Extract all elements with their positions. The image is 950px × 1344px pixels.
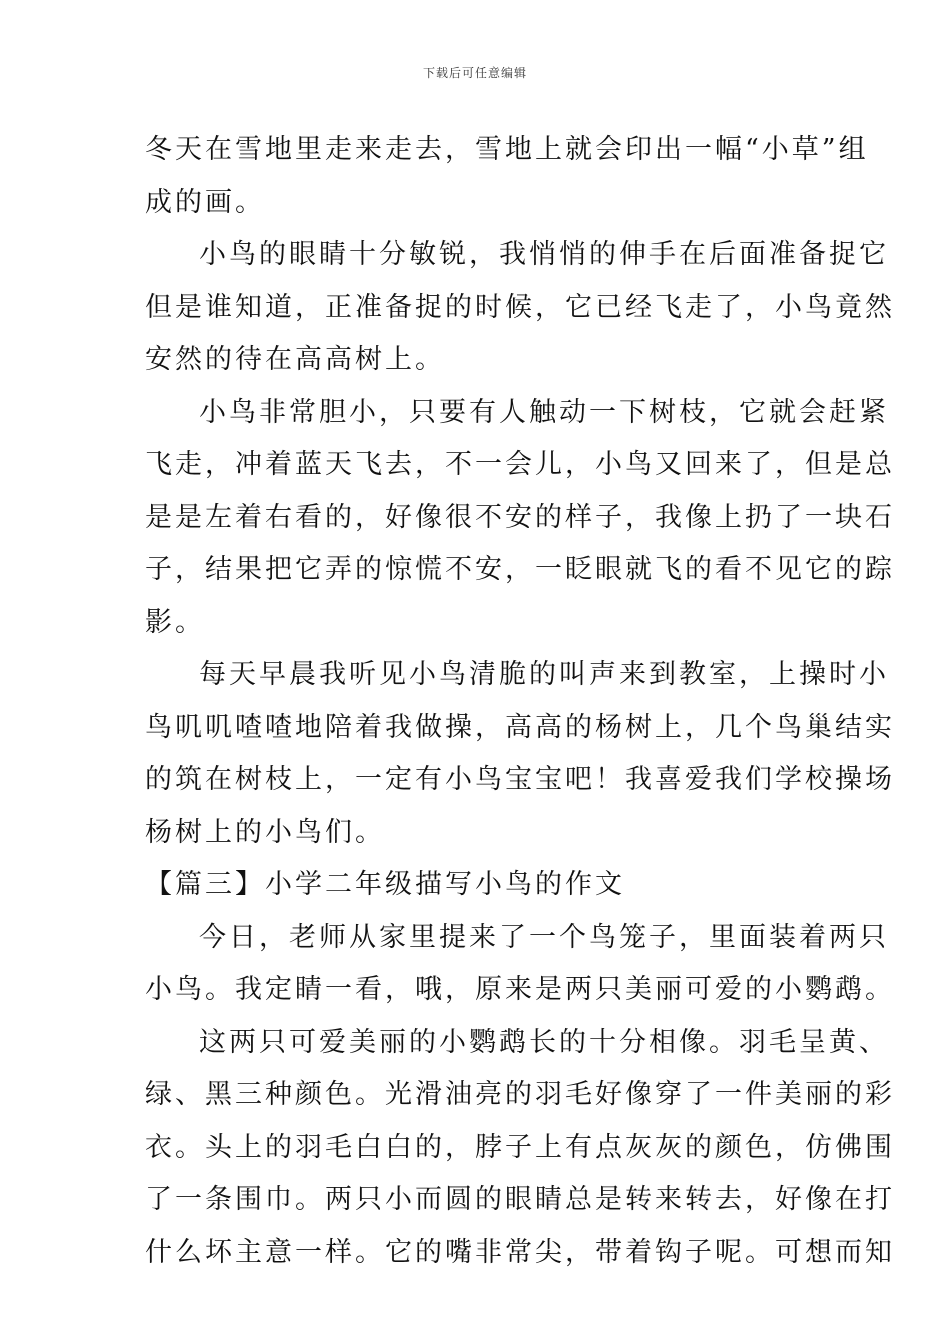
text-line: 子，结果把它弄的惊慌不安，一眨眼就飞的看不见它的踪 xyxy=(145,554,895,585)
text-line: 影。 xyxy=(145,606,205,638)
text-line: 鸟叽叽喳喳地陪着我做操，高高的杨树上，几个鸟巢结实 xyxy=(145,711,895,743)
text-line: 是是左着右看的，好像很不安的样子，我像上扔了一块石 xyxy=(145,501,895,533)
text-line: 小鸟非常胆小，只要有人触动一下树枝，它就会赶紧 xyxy=(199,396,889,428)
text-line: 什么坏主意一样。它的嘴非常尖，带着钩子呢。可想而知 xyxy=(145,1236,895,1268)
text-line: 衣。头上的羽毛白白的，脖子上有点灰灰的颜色，仿佛围 xyxy=(145,1131,895,1163)
document-body xyxy=(145,124,895,1279)
text-line: 这两只可爱美丽的小鹦鹉长的十分相像。羽毛呈黄、 xyxy=(199,1026,889,1058)
text-line: 绿、黑三种颜色。光滑油亮的羽毛好像穿了一件美丽的彩 xyxy=(145,1079,895,1110)
text-line: 小鸟的眼睛十分敏锐，我悄悄的伸手在后面准备捉它 xyxy=(199,239,889,270)
text-line: 杨树上的小鸟们。 xyxy=(145,816,385,848)
text-line: 成的画。 xyxy=(145,186,265,218)
text-line: 飞走，冲着蓝天飞去，不一会儿，小鸟又回来了，但是总 xyxy=(145,449,895,480)
text-line: 的筑在树枝上，一定有小鸟宝宝吧！我喜爱我们学校操场 xyxy=(145,764,895,795)
text-line: 冬天在雪地里走来走去，雪地上就会印出一幅“小草”组 xyxy=(145,134,869,165)
section-heading: 【篇三】小学二年级描写小鸟的作文 xyxy=(145,869,625,900)
text-line: 今日，老师从家里提来了一个鸟笼子，里面装着两只 xyxy=(199,921,889,953)
text-line: 但是谁知道，正准备捉的时候，它已经飞走了，小鸟竟然 xyxy=(145,291,895,323)
text-line: 每天早晨我听见小鸟清脆的叫声来到教室，上操时小 xyxy=(199,659,889,690)
text-line: 安然的待在高高树上。 xyxy=(145,344,445,375)
page-header: 下载后可任意编辑 xyxy=(422,66,527,80)
text-line: 了一条围巾。两只小而圆的眼睛总是转来转去，好像在打 xyxy=(145,1184,895,1215)
text-line: 小鸟。我定睛一看，哦，原来是两只美丽可爱的小鹦鹉。 xyxy=(145,974,895,1005)
